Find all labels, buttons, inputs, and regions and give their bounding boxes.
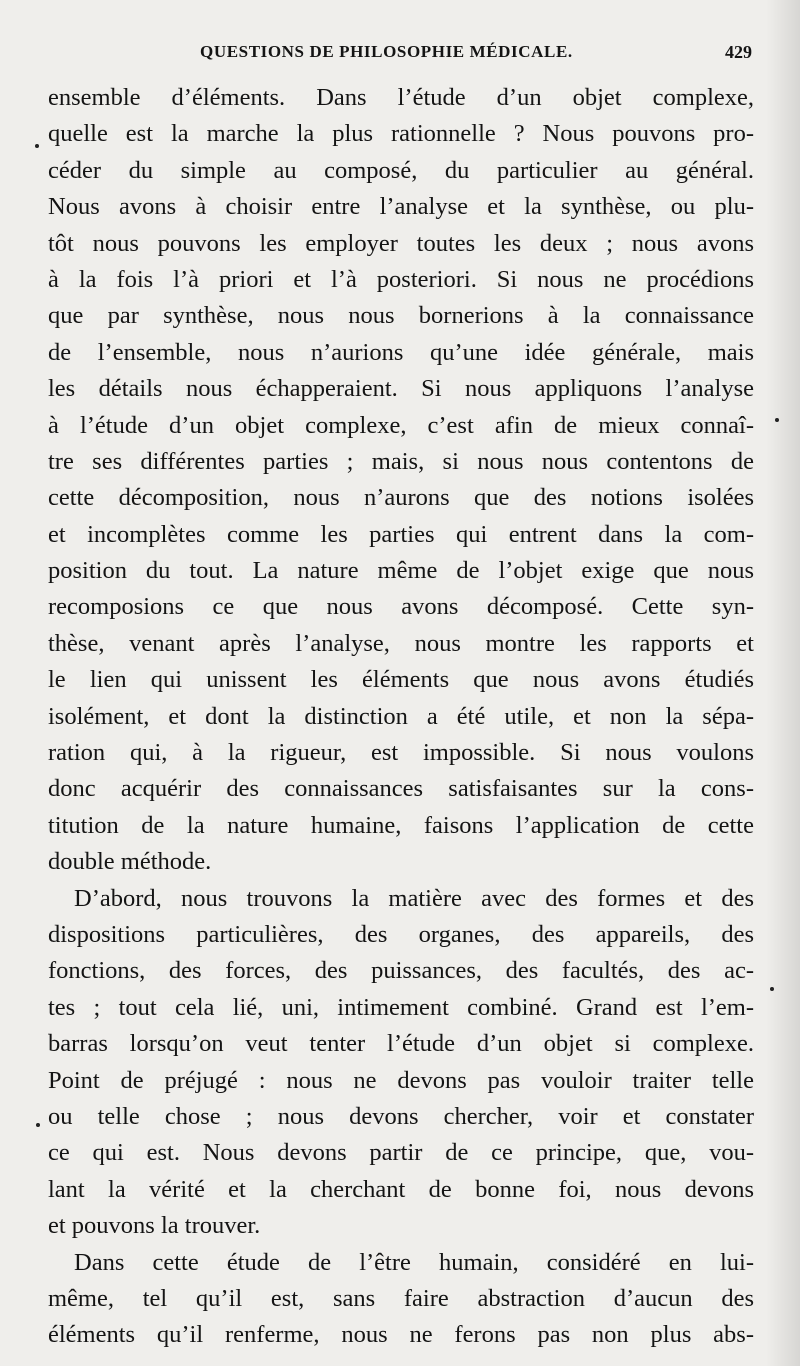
text-line: tre ses différentes parties ; mais, si nous nous contentons de (48, 447, 754, 475)
page-edge-shadow (766, 0, 800, 1366)
text-line: Nous avons à choisir entre l’analyse et la synthèse, ou plu- (48, 193, 754, 221)
text-line: thèse, venant après l’analyse, nous montre les rapports et (48, 629, 754, 657)
text-line: quelle est la marche la plus rationnelle ? Nous pouvons pro- (48, 120, 754, 148)
text-line: que par synthèse, nous nous bornerions à la connaissance (48, 302, 754, 330)
text-line: recomposions ce que nous avons décomposé. Cette syn- (48, 593, 754, 621)
text-line: Dans cette étude de l’être humain, considéré en lui- (74, 1248, 754, 1276)
text-line: barras lorsqu’on veut tenter l’étude d’un objet si complexe. (48, 1030, 754, 1058)
text-line: éléments qu’il renferme, nous ne ferons pas non plus abs- (48, 1321, 754, 1349)
text-line: Point de préjugé : nous ne devons pas vouloir traiter telle (48, 1066, 754, 1094)
text-line: tôt nous pouvons les employer toutes les deux ; nous avons (48, 229, 754, 257)
text-line: ce qui est. Nous devons partir de ce principe, que, vou- (48, 1139, 754, 1167)
body-text (48, 80, 754, 1354)
text-line: à l’étude d’un objet complexe, c’est afin de mieux connaî- (48, 411, 754, 439)
text-line: et pouvons la trouver. (48, 1212, 261, 1240)
text-line: cette décomposition, nous n’aurons que des notions isolées (48, 484, 754, 512)
text-line: donc acquérir des connaissances satisfaisantes sur la cons- (48, 775, 754, 803)
text-line: isolément, et dont la distinction a été utile, et non la sépa- (48, 702, 754, 730)
text-line: les détails nous échapperaient. Si nous appliquons l’analyse (48, 375, 754, 403)
text-line: le lien qui unissent les éléments que nous avons étudiés (48, 666, 754, 694)
ink-speck (35, 144, 39, 148)
text-line: position du tout. La nature même de l’objet exige que nous (48, 557, 754, 585)
text-line: ensemble d’éléments. Dans l’étude d’un objet complexe, (48, 84, 754, 111)
text-line: titution de la nature humaine, faisons l’application de cette (48, 811, 754, 839)
text-line: céder du simple au composé, du particulier au général. (48, 156, 754, 184)
text-line: de l’ensemble, nous n’aurions qu’une idée générale, mais (48, 338, 754, 366)
text-line: dispositions particulières, des organes, des appareils, des (48, 920, 754, 948)
text-line: ration qui, à la rigueur, est impossible. Si nous voulons (48, 739, 754, 767)
running-head: QUESTIONS DE PHILOSOPHIE MÉDICALE. (200, 42, 573, 61)
text-line: D’abord, nous trouvons la matière avec des formes et des (74, 884, 754, 912)
text-line: même, tel qu’il est, sans faire abstraction d’aucun des (48, 1284, 754, 1312)
text-line: ou telle chose ; nous devons chercher, voir et constater (48, 1102, 754, 1130)
text-line: fonctions, des forces, des puissances, des facultés, des ac- (48, 957, 754, 985)
ink-speck (36, 1123, 40, 1127)
text-line: et incomplètes comme les parties qui entrent dans la com- (48, 520, 754, 548)
ink-speck (770, 987, 774, 991)
text-line: lant la vérité et la cherchant de bonne foi, nous devons (48, 1175, 754, 1203)
text-line: double méthode. (48, 848, 212, 876)
page-header (200, 42, 760, 72)
ink-speck (775, 418, 779, 422)
page-number: 429 (725, 42, 752, 62)
text-line: à la fois l’à priori et l’à posteriori. Si nous ne procédions (48, 265, 754, 293)
text-line: tes ; tout cela lié, uni, intimement combiné. Grand est l’em- (48, 993, 754, 1021)
